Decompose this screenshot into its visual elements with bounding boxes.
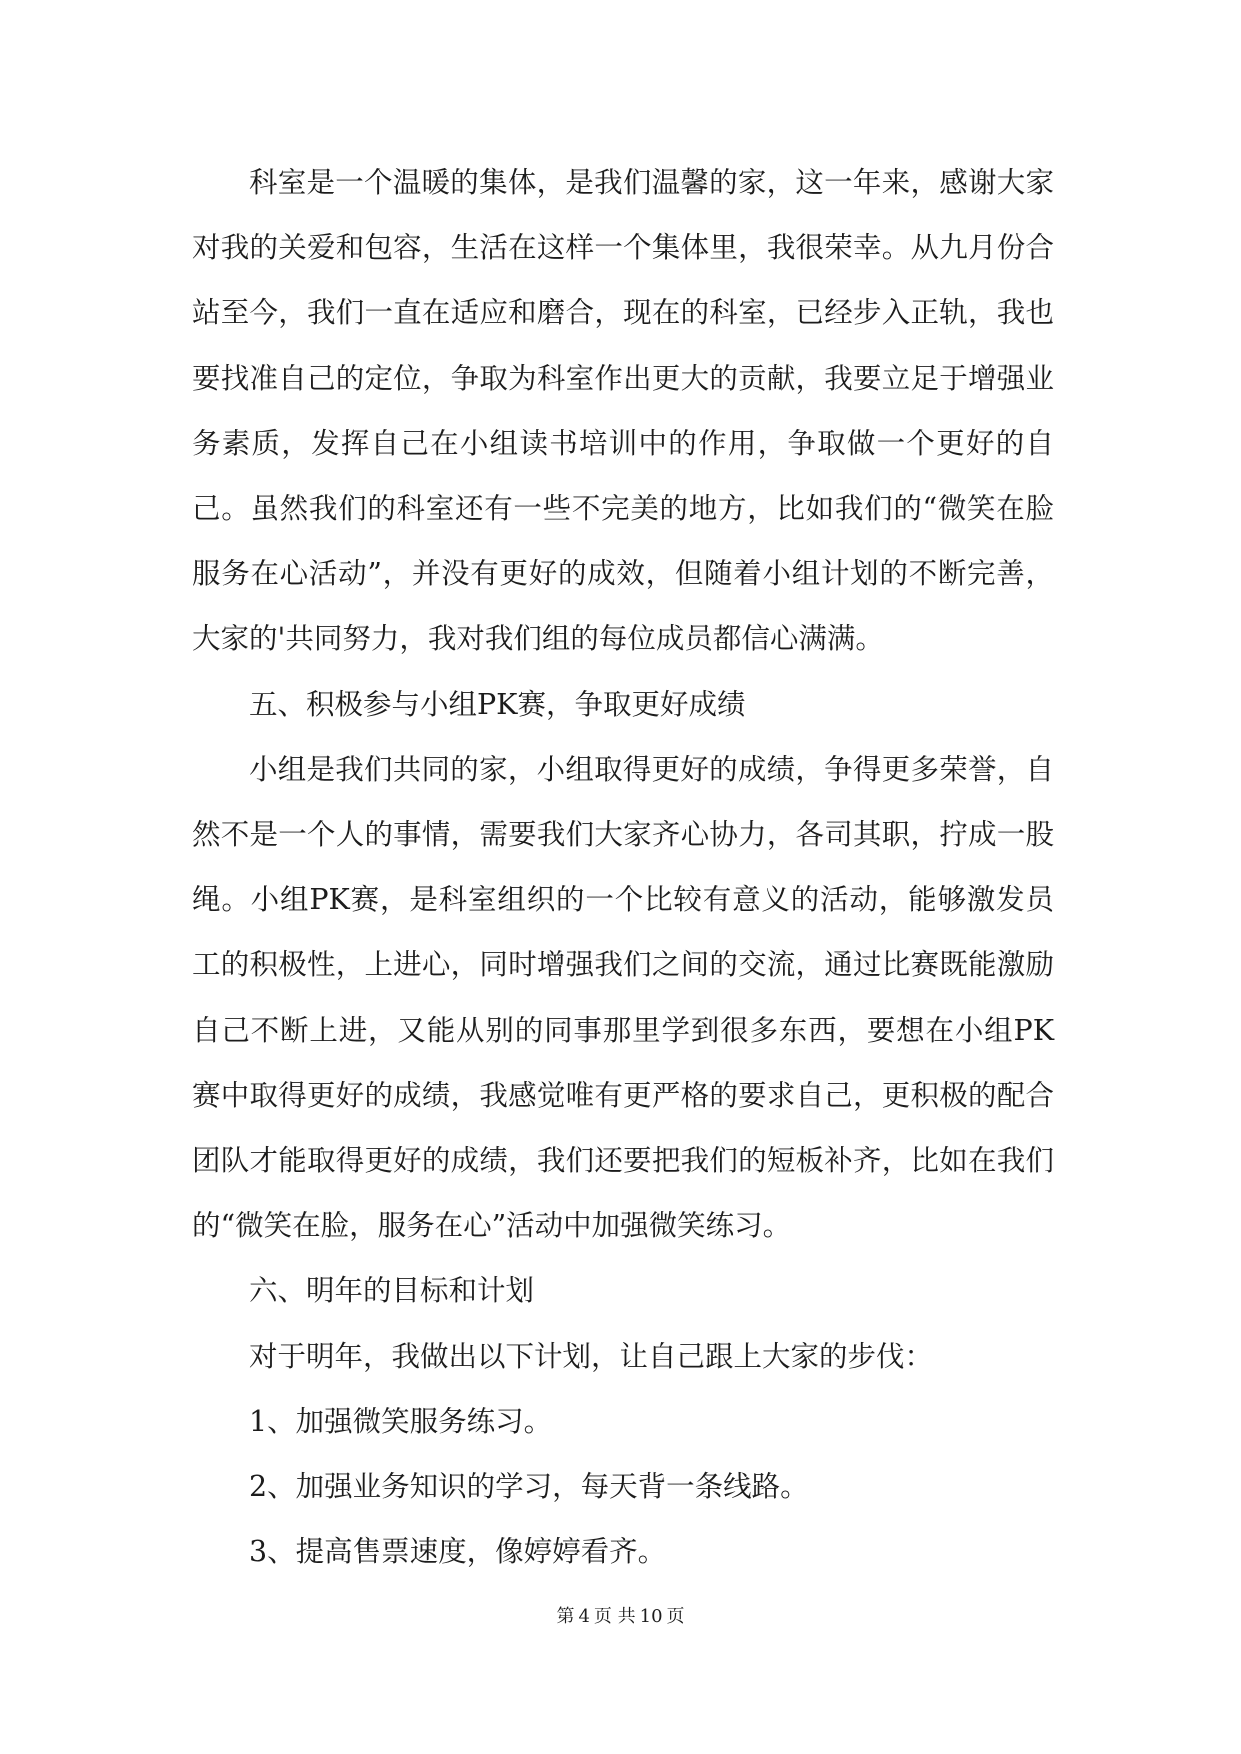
paragraph-department-reflection: 科室是一个温暖的集体，是我们温馨的家，这一年来，感谢大家对我的关爱和包容，生活在这样一个集体里，我很荣幸。从九月份合站至今，我们一直在适应和磨合，现在的科室，已经步入正轨，我也要找准自己的定位，争取为科室作出更大的贡献，我要立足于增强业务素质，发挥自己在小组读书培训中的作用，争取做一个更好的自己。虽然我们的科室还有一些不完美的地方，比如我们的“微笑在脸服务在心活动”，并没有更好的成效，但随着小组计划的不断完善，大家的'共同努力，我对我们组的每位成员都信心满满。 <box>192 166 1054 656</box>
paragraph-pk-contest: 小组是我们共同的家，小组取得更好的成绩，争得更多荣誉，自然不是一个人的事情，需要我们大家齐心协力，各司其职，拧成一股绳。小组PK赛，是科室组织的一个比较有意义的活动，能够激发员工的积极性，上进心，同时增强我们之间的交流，通过比赛既能激励自己不断上进，又能从别的同事那里学到很多东西，要想在小组PK赛中取得更好的成绩，我感觉唯有更严格的要求自己，更积极的配合团队才能取得更好的成绩，我们还要把我们的短板补齐，比如在我们的“微笑在脸，服务在心”活动中加强微笑练习。 <box>192 752 1054 1243</box>
plan-item-1: 1、加强微笑服务练习。 <box>249 1404 553 1438</box>
section-heading-next-year-plan: 六、明年的目标和计划 <box>249 1274 535 1308</box>
footer-middle: 页 共 <box>593 1606 636 1627</box>
footer-current-page: 4 <box>578 1606 590 1627</box>
page-footer <box>0 1605 1241 1629</box>
plan-item-2: 2、加强业务知识的学习，每天背一条线路。 <box>249 1470 809 1504</box>
document-body <box>192 150 1054 1584</box>
footer-total-pages: 10 <box>639 1606 663 1627</box>
footer-suffix: 页 <box>666 1606 685 1627</box>
section-heading-pk-contest: 五、积极参与小组PK赛，争取更好成绩 <box>249 687 746 721</box>
footer-prefix: 第 <box>556 1606 575 1627</box>
paragraph-plan-intro: 对于明年，我做出以下计划，让自己跟上大家的步伐： <box>249 1339 934 1373</box>
plan-item-3: 3、提高售票速度，像婷婷看齐。 <box>249 1535 667 1569</box>
